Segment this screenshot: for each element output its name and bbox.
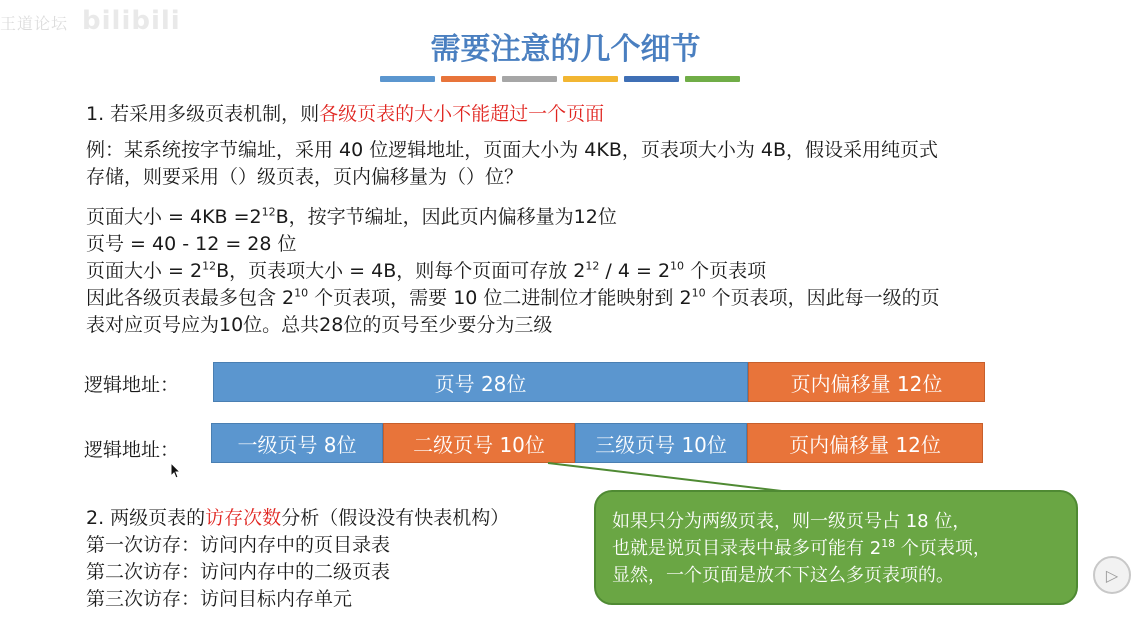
title-bar-seg-2 bbox=[441, 76, 496, 82]
solution-line-4 bbox=[86, 285, 940, 312]
solution-line-3 bbox=[86, 258, 766, 285]
solution-line-3-sup-2: 12 bbox=[585, 259, 600, 273]
callout-line-2-a: 也就是说页目录表中最多可能有 2 bbox=[612, 538, 882, 559]
mouse-cursor-icon bbox=[170, 462, 182, 480]
solution-line-3-c: / 4 = 2 bbox=[599, 260, 671, 282]
point-1-prefix: 1. 若采用多级页表机制，则 bbox=[86, 103, 320, 125]
point-2-suffix: 分析（假设没有快表机构） bbox=[281, 507, 510, 529]
solution-line-5: 表对应页号应为10位。总共28位的页号至少要分为三级 bbox=[86, 314, 553, 336]
callout-line-2-sup: 18 bbox=[881, 537, 896, 550]
point-2-highlight: 访存次数 bbox=[205, 507, 282, 529]
addr-2-level1-segment: 一级页号 8位 bbox=[211, 423, 383, 463]
point-2-prefix: 2. 两级页表的 bbox=[86, 507, 206, 529]
play-button[interactable] bbox=[1093, 556, 1131, 594]
watermark-text: 王道论坛 bbox=[0, 14, 69, 33]
solution-line-1-sup: 12 bbox=[261, 205, 276, 219]
point-2 bbox=[86, 505, 509, 532]
solution-line-3-sup-3: 10 bbox=[670, 259, 685, 273]
solution-line-4-sup-1: 10 bbox=[294, 286, 309, 300]
solution-line-3-b: B，页表项大小 = 4B，则每个页面可存放 2 bbox=[216, 260, 586, 282]
solution-line-4-c: 个页表项，因此每一级的页 bbox=[705, 287, 940, 309]
example-line-1: 例：某系统按字节编址，采用 40 位逻辑地址，页面大小为 4KB，页表项大小为 4B，假设采用纯页式 bbox=[86, 139, 939, 161]
addr-2-offset-segment: 页内偏移量 12位 bbox=[747, 423, 983, 463]
access-1: 第一次访存：访问内存中的页目录表 bbox=[86, 534, 391, 556]
addr-2-label: 逻辑地址： bbox=[84, 439, 180, 461]
slide-title: 需要注意的几个细节 bbox=[430, 32, 701, 67]
title-bar-seg-1 bbox=[380, 76, 435, 82]
addr-1-label: 逻辑地址： bbox=[84, 374, 180, 396]
callout-line-2 bbox=[612, 535, 1076, 562]
addr-1-page-segment: 页号 28位 bbox=[213, 362, 748, 402]
solution-line-1-a: 页面大小 = 4KB =2 bbox=[86, 206, 262, 228]
solution-line-2: 页号 = 40 - 12 = 28 位 bbox=[86, 233, 297, 255]
callout-box bbox=[594, 490, 1078, 605]
access-2: 第二次访存：访问内存中的二级页表 bbox=[86, 561, 391, 583]
play-icon: ▷ bbox=[1105, 565, 1119, 585]
callout-line-3: 显然，一个页面是放不下这么多页表项的。 bbox=[612, 565, 954, 586]
title-color-bar bbox=[380, 76, 740, 82]
solution-line-1 bbox=[86, 204, 617, 231]
solution-line-3-sup-1: 12 bbox=[202, 259, 217, 273]
bilibili-logo: bilibili bbox=[82, 6, 181, 36]
callout-line-1: 如果只分为两级页表，则一级页号占 18 位， bbox=[612, 511, 971, 532]
solution-line-1-b: B，按字节编址，因此页内偏移量为12位 bbox=[275, 206, 617, 228]
addr-2-bar bbox=[211, 423, 983, 463]
title-bar-seg-6 bbox=[685, 76, 740, 82]
solution-line-4-a: 因此各级页表最多包含 2 bbox=[86, 287, 295, 309]
addr-1-offset-segment: 页内偏移量 12位 bbox=[748, 362, 985, 402]
title-bar-seg-4 bbox=[563, 76, 618, 82]
solution-line-3-a: 页面大小 = 2 bbox=[86, 260, 203, 282]
solution-line-4-sup-2: 10 bbox=[691, 286, 706, 300]
point-1 bbox=[86, 101, 604, 128]
title-bar-seg-3 bbox=[502, 76, 557, 82]
addr-2-level3-segment: 三级页号 10位 bbox=[575, 423, 747, 463]
title-bar-seg-5 bbox=[624, 76, 679, 82]
solution-line-4-b: 个页表项，需要 10 位二进制位才能映射到 2 bbox=[308, 287, 692, 309]
access-3: 第三次访存：访问目标内存单元 bbox=[86, 588, 353, 610]
solution-line-3-d: 个页表项 bbox=[684, 260, 767, 282]
addr-1-bar bbox=[213, 362, 985, 402]
point-1-highlight: 各级页表的大小不能超过一个页面 bbox=[319, 103, 605, 125]
example-line-2: 存储，则要采用（）级页表，页内偏移量为（）位？ bbox=[86, 166, 524, 188]
addr-2-level2-segment: 二级页号 10位 bbox=[383, 423, 575, 463]
callout-line-2-b: 个页表项， bbox=[895, 538, 991, 559]
